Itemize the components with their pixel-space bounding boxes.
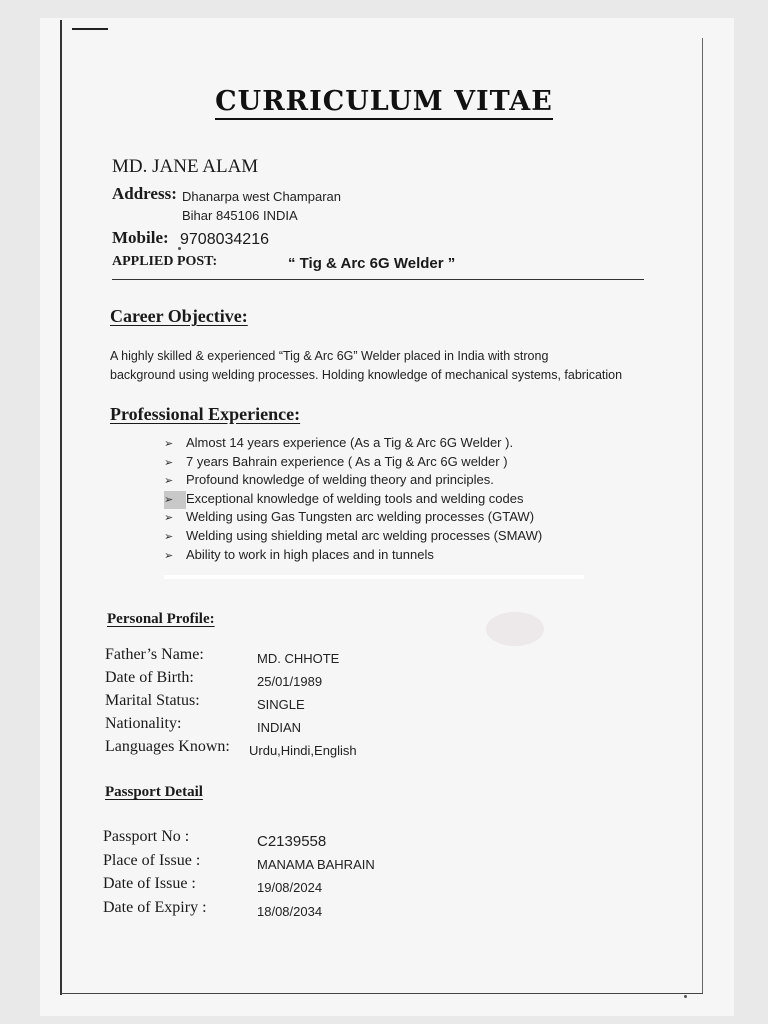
- passport-label: Place of Issue :: [103, 852, 201, 869]
- experience-text: Exceptional knowledge of welding tools and welding codes: [186, 490, 524, 506]
- page-border-right: [702, 38, 703, 993]
- header-divider: [112, 279, 644, 280]
- professional-experience-heading: Professional Experience:: [110, 404, 301, 424]
- page-border-left: [60, 20, 62, 995]
- experience-text: Welding using shielding metal arc welding processes (SMAW): [186, 527, 543, 543]
- list-item: [164, 508, 542, 527]
- career-objective-text: [110, 347, 650, 385]
- arrowhead-bullet-icon: ➢: [164, 456, 174, 469]
- arrowhead-bullet-icon: ➢: [164, 512, 174, 525]
- profile-label: Father’s Name:: [105, 646, 204, 663]
- address-line-1: Dhanarpa west Champaran: [182, 189, 341, 204]
- passport-value: 19/08/2024: [257, 880, 323, 895]
- list-item: [164, 490, 542, 509]
- document-title: CURRICULUM VITAE: [0, 86, 768, 117]
- list-item: [164, 453, 542, 472]
- experience-text: Almost 14 years experience (As a Tig & Arc 6G Welder ).: [186, 435, 514, 450]
- passport-value: MANAMA BAHRAIN: [257, 857, 375, 872]
- list-item: [164, 527, 542, 546]
- page-border-bottom: [60, 993, 703, 994]
- passport-label: Date of Issue :: [103, 875, 196, 892]
- career-objective-line: A highly skilled & experienced “Tig & Arc 6G” Welder placed in India with strong: [110, 349, 549, 363]
- arrowhead-bullet-icon: ➢: [164, 438, 174, 450]
- profile-value: INDIAN: [257, 720, 302, 735]
- arrowhead-bullet-icon: ➢: [164, 491, 186, 510]
- experience-text: Ability to work in high places and in tunnels: [186, 546, 434, 562]
- career-objective-heading: Career Objective:: [110, 306, 248, 326]
- arrowhead-bullet-icon: ➢: [164, 530, 174, 543]
- passport-value: 18/08/2034: [257, 904, 323, 919]
- list-item: [164, 546, 542, 565]
- profile-label: Languages Known:: [105, 738, 230, 755]
- ink-blot: [486, 612, 544, 646]
- mobile-value: 9708034216: [180, 231, 269, 248]
- experience-text: 7 years Bahrain experience ( As a Tig & Arc 6G welder ): [186, 453, 508, 469]
- profile-label: Date of Birth:: [105, 669, 194, 686]
- passport-label: Date of Expiry :: [103, 899, 207, 916]
- stray-dot: [684, 995, 687, 998]
- mobile-label: Mobile:: [112, 228, 169, 247]
- profile-value: 25/01/1989: [257, 674, 323, 689]
- applied-post-label: APPLIED POST:: [112, 254, 218, 269]
- applied-post-value: “ Tig & Arc 6G Welder ”: [288, 255, 456, 272]
- list-item: [164, 434, 542, 453]
- arrowhead-bullet-icon: ➢: [164, 549, 174, 562]
- profile-value: MD. CHHOTE: [257, 651, 340, 666]
- profile-label: Nationality:: [105, 715, 182, 732]
- experience-text: Welding using Gas Tungsten arc welding processes (GTAW): [186, 509, 535, 525]
- address-label: Address:: [112, 184, 177, 203]
- profile-value: SINGLE: [257, 697, 305, 712]
- address-line-2: Bihar 845106 INDIA: [182, 208, 298, 223]
- personal-profile-heading: Personal Profile:: [107, 611, 215, 627]
- experience-text: Profound knowledge of welding theory and principles.: [186, 472, 494, 488]
- passport-value: C2139558: [257, 833, 327, 850]
- arrowhead-bullet-icon: ➢: [164, 475, 174, 488]
- paste-band: [164, 575, 584, 579]
- experience-list: [164, 434, 542, 564]
- applicant-name: MD. JANE ALAM: [112, 156, 259, 177]
- list-item: [164, 471, 542, 490]
- passport-label: Passport No :: [103, 828, 190, 845]
- passport-detail-heading: Passport Detail: [105, 784, 203, 800]
- profile-value: Urdu,Hindi,English: [249, 743, 357, 758]
- career-objective-line: background using welding processes. Holding knowledge of mechanical systems, fabrication: [110, 368, 623, 382]
- scan-mark: [72, 28, 108, 30]
- profile-label: Marital Status:: [105, 692, 200, 709]
